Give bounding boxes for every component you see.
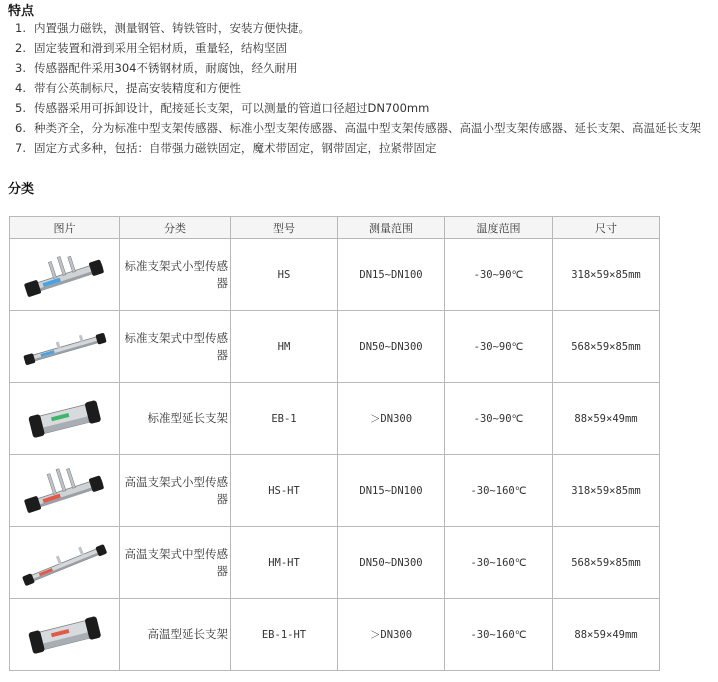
feature-item: 6. 种类齐全，分为标准中型支架传感器、标准小型支架传感器、高温中型支架传感器、高温小型支架传感器、延长支架、高温延长支架: [15, 121, 701, 135]
table-row: [10, 599, 660, 671]
sensor-medium-image: [20, 322, 110, 372]
table-header-row: [10, 217, 660, 239]
size-cell: 318×59×85mm: [553, 239, 660, 311]
features-list: [8, 18, 714, 158]
model-cell: HS: [231, 239, 338, 311]
temp-cell: -30~90℃: [445, 311, 553, 383]
feature-item: 7. 固定方式多种，包括：自带强力磁铁固定，魔术带固定，钢带固定，拉紧带固定: [15, 141, 437, 155]
product-image-cell: [10, 455, 120, 527]
category-cell: 高温支架式中型传感器: [120, 527, 231, 599]
header-size: 尺寸: [553, 217, 660, 239]
category-cell: 高温支架式小型传感器: [120, 455, 231, 527]
temp-cell: -30~90℃: [445, 239, 553, 311]
category-heading: 分类: [8, 182, 35, 197]
sensor-small-image: [20, 250, 110, 300]
range-cell: DN15~DN100: [338, 455, 445, 527]
category-cell: 标准支架式中型传感器: [120, 311, 231, 383]
product-image-cell: [10, 311, 120, 383]
table-row: [10, 527, 660, 599]
feature-item: 4. 带有公英制标尺，提高安装精度和方便性: [15, 81, 241, 95]
temp-cell: -30~160℃: [445, 455, 553, 527]
table-row: [10, 383, 660, 455]
feature-item: 3. 传感器配件采用304不锈钢材质，耐腐蚀，经久耐用: [15, 61, 298, 75]
model-cell: HM: [231, 311, 338, 383]
extension-bracket-ht-image: [20, 610, 110, 660]
table-row: [10, 239, 660, 311]
range-cell: ＞DN300: [338, 599, 445, 671]
feature-item: 2. 固定装置和滑到采用全铝材质，重量轻，结构坚固: [15, 41, 287, 55]
model-cell: HS-HT: [231, 455, 338, 527]
table-row: [10, 455, 660, 527]
extension-bracket-image: [20, 394, 110, 444]
size-cell: 88×59×49mm: [553, 383, 660, 455]
header-model: 型号: [231, 217, 338, 239]
size-cell: 568×59×85mm: [553, 311, 660, 383]
feature-item: 1. 内置强力磁铁，测量钢管、铸铁管时，安装方便快捷。: [15, 21, 310, 35]
range-cell: DN50~DN300: [338, 527, 445, 599]
product-image-cell: [10, 239, 120, 311]
temp-cell: -30~160℃: [445, 527, 553, 599]
features-heading: 特点: [8, 4, 35, 19]
feature-item: 5. 传感器采用可拆卸设计，配接延长支架，可以测量的管道口径超过DN700mm: [15, 101, 430, 115]
sensor-medium-ht-image: [20, 538, 110, 588]
header-image: 图片: [10, 217, 120, 239]
size-cell: 318×59×85mm: [553, 455, 660, 527]
size-cell: 88×59×49mm: [553, 599, 660, 671]
category-cell: 标准型延长支架: [120, 383, 231, 455]
range-cell: ＞DN300: [338, 383, 445, 455]
product-table: [9, 216, 660, 671]
model-cell: HM-HT: [231, 527, 338, 599]
size-cell: 568×59×85mm: [553, 527, 660, 599]
header-temp: 温度范围: [445, 217, 553, 239]
model-cell: EB-1-HT: [231, 599, 338, 671]
category-cell: 标准支架式小型传感器: [120, 239, 231, 311]
sensor-small-ht-image: [20, 466, 110, 516]
temp-cell: -30~90℃: [445, 383, 553, 455]
range-cell: DN15~DN100: [338, 239, 445, 311]
product-image-cell: [10, 599, 120, 671]
header-category: 分类: [120, 217, 231, 239]
temp-cell: -30~160℃: [445, 599, 553, 671]
product-image-cell: [10, 383, 120, 455]
category-cell: 高温型延长支架: [120, 599, 231, 671]
header-range: 测量范围: [338, 217, 445, 239]
range-cell: DN50~DN300: [338, 311, 445, 383]
model-cell: EB-1: [231, 383, 338, 455]
table-row: [10, 311, 660, 383]
product-image-cell: [10, 527, 120, 599]
